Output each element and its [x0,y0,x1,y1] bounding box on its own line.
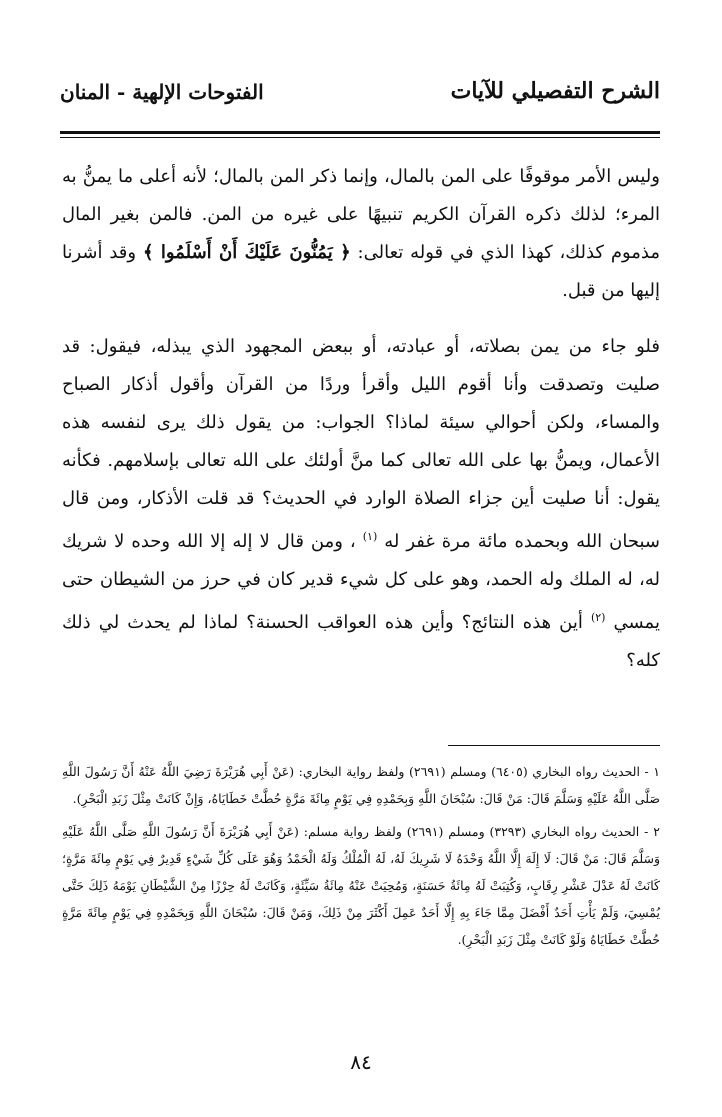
paragraph-2-text-b: ، ومن قال لا إله إلا الله وحده لا شريك له، له الملك وله الحمد، وهو على كل شيء قدير كان في حرز من الشيطان حتى يمسي [62,531,660,633]
footnote-ref-2[interactable]: (٢) [590,611,606,624]
footnote-1: ١ - الحديث رواه البخاري (٦٤٠٥) ومسلم (٢٦٩١) ولفظ رواية البخاري: (عَنْ أَبِي هُرَيْرَةَ رَضِيَ اللَّهُ عَنْهُ أَنَّ رَسُولَ اللَّهِ صَلَّى اللَّهُ عَلَيْهِ وَسَلَّمَ قَالَ: مَنْ قَالَ: سُبْحَانَ اللَّهِ وَبِحَمْدِهِ فِي يَوْمٍ مِائَةَ مَرَّةٍ حُطَّتْ خَطَايَاهُ، وَإِنْ كَانَتْ مِثْلَ زَبَدِ الْبَحْرِ). [62,764,660,806]
header-rule-thick [60,131,660,134]
paragraph-1-text: وليس الأمر موقوفًا على المن بالمال، وإنما ذكر المن بالمال؛ لأنه أعلى ما يمنُّ به المرء؛ لذلك ذكره القرآن الكريم تنبيهًا على غيره من المن. فالمن بغير المال مذموم كذلك، كهذا الذي في قوله تعالى: [62,166,660,263]
footnote-2: ٢ - الحديث رواه البخاري (٣٢٩٣) ومسلم (٢٦٩١) ولفظ رواية مسلم: (عَنْ أَبِي هُرَيْرَةَ أَنَّ رَسُولَ اللَّهِ صَلَّى اللَّهُ عَلَيْهِ وَسَلَّمَ قَالَ: مَنْ قَالَ: لَا إِلَهَ إِلَّا اللَّهُ وَحْدَهُ لَا شَرِيكَ لَهُ، لَهُ الْمُلْكُ وَلَهُ الْحَمْدُ وَهُوَ عَلَى كُلِّ شَيْءٍ قَدِيرٌ فِي يَوْمٍ مِائَةَ مَرَّةٍ؛ كَانَتْ لَهُ عَدْلَ عَشْرِ رِقَابٍ، وَكُتِبَتْ لَهُ مِائَةُ حَسَنَةٍ، وَمُحِيَتْ عَنْهُ مِائَةُ سَيِّئَةٍ، وَكَانَتْ لَهُ حِرْزًا مِنْ الشَّيْطَانِ يَوْمَهُ ذَلِكَ حَتَّى يُمْسِيَ، وَلَمْ يَأْتِ أَحَدٌ أَفْضَلَ مِمَّا جَاءَ بِهِ إِلَّا أَحَدٌ عَمِلَ أَكْثَرَ مِنْ ذَلِكَ، وَمَنْ قَالَ: سُبْحَانَ اللَّهِ وَبِحَمْدِهِ فِي يَوْمٍ مِائَةَ مَرَّةٍ حُطَّتْ خَطَايَاهُ وَلَوْ كَانَتْ مِثْلَ زَبَدِ الْبَحْرِ). [62,824,661,947]
footnote-separator [448,745,660,746]
quran-quote: ﴿ يَمُنُّونَ عَلَيْكَ أَنْ أَسْلَمُوا ﴾ [142,242,351,263]
paragraph-2 [62,328,660,680]
book-title: الفتوحات الإلهية - المنان [60,80,264,104]
paragraph-2-text-a: فلو جاء من يمن بصلاته، أو عبادته، أو ببعض المجهود الذي يبذله، فيقول: قد صليت وتصدقت وأنا أقوم الليل وأقرأ وردًا من القرآن وأقول أذكار الصباح والمساء، ولكن أحوالي سيئة لماذا؟ الجواب: من يقول ذلك يرى لنفسه هذه الأعمال، ويمنُّ بها على الله تعالى كما منَّ أولئك على الله تعالى بإسلامهم. فكأنه يقول: أنا صليت أين جزاء الصلاة الوارد في الحديث؟ قد قلت الأذكار، ومن قال سبحان الله وبحمده مائة مرة غفر له [62,336,660,552]
running-header [60,72,660,120]
footnotes [62,758,660,959]
header-rule-thin [60,137,660,138]
main-text [62,158,660,698]
book-section-title: الشرح التفصيلي للآيات [450,78,660,104]
paragraph-1-end: وقد أشرنا إليها من قبل. [62,242,660,301]
paragraph-1 [62,158,660,310]
footnote-ref-1[interactable]: (١) [362,530,378,543]
paragraph-2-text-c: أين هذه النتائج؟ وأين هذه العواقب الحسنة؟ لماذا لم يحدث لي ذلك كله؟ [62,612,660,671]
page-number: ٨٤ [350,1050,372,1074]
